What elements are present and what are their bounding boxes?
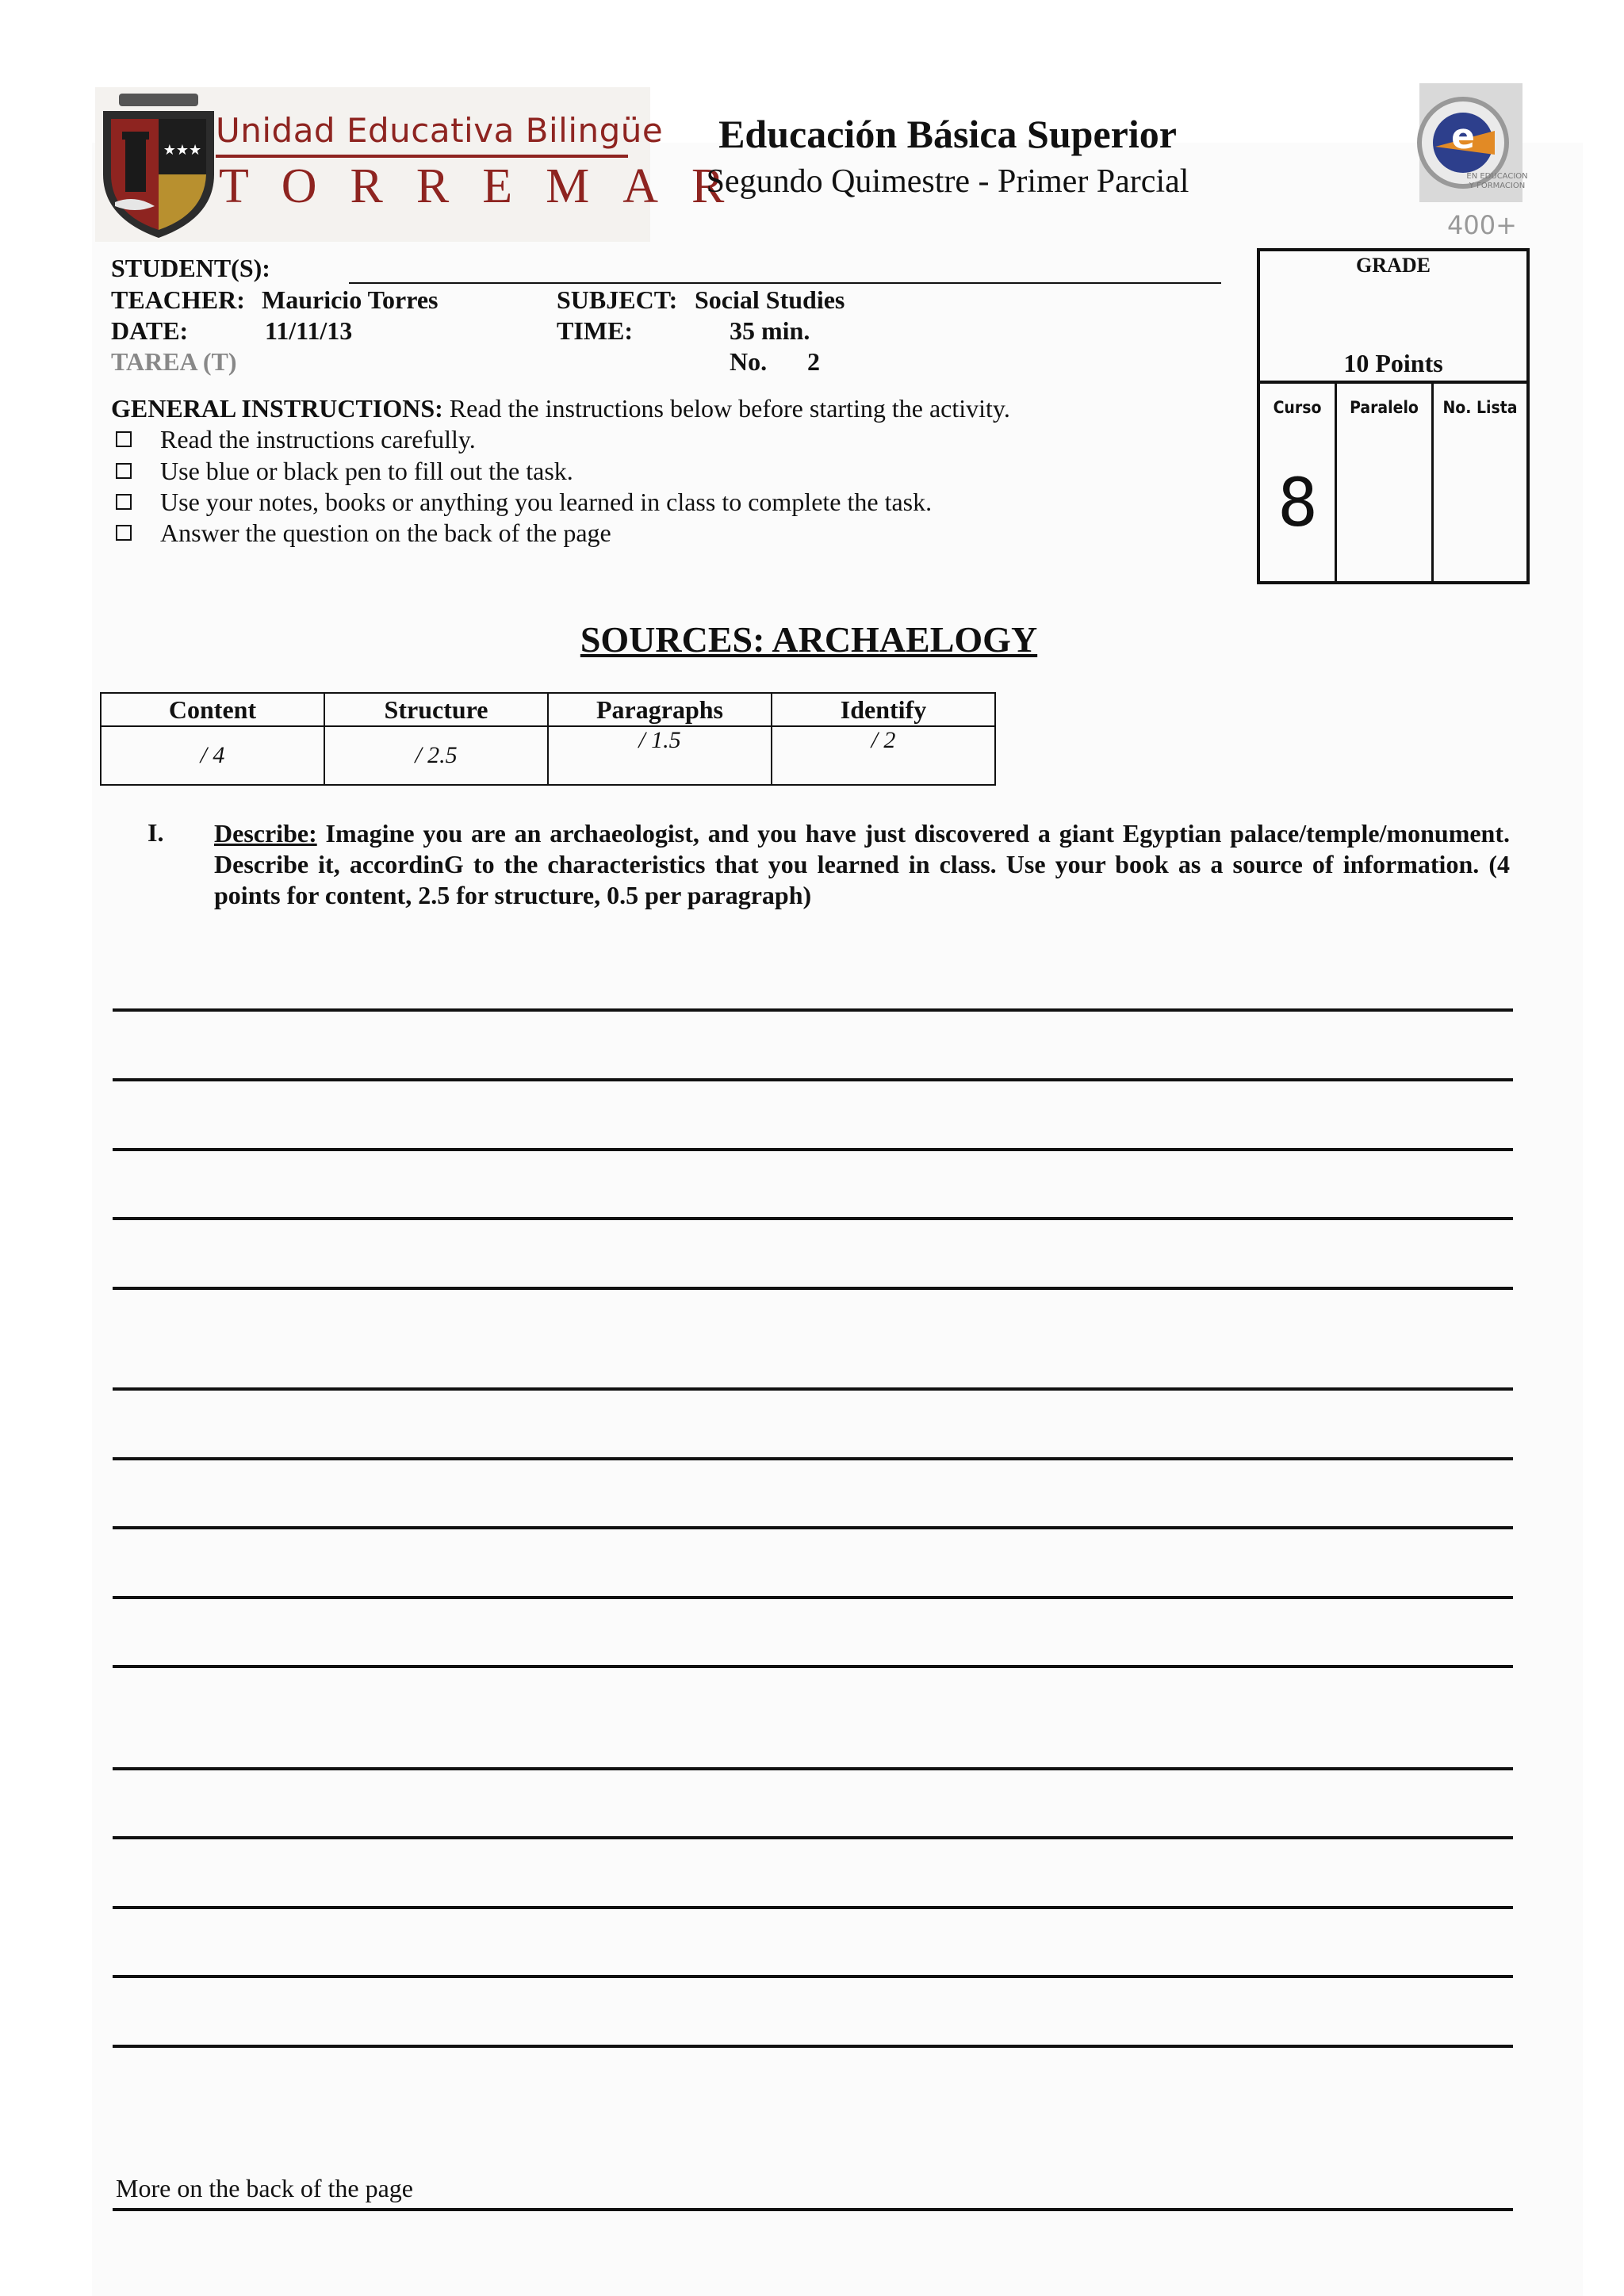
rubric-score-paragraphs[interactable]: / 1.5 <box>548 726 772 785</box>
header-subtitle: Segundo Quimestre - Primer Parcial <box>706 163 1189 200</box>
instructions-intro <box>111 394 1010 423</box>
instruction-checkbox[interactable] <box>116 494 132 510</box>
grade-column-curso: Curso <box>1273 398 1322 417</box>
number-value: 2 <box>807 347 820 376</box>
grade-column-paralelo: Paralelo <box>1350 398 1419 417</box>
instruction-item: Use blue or black pen to fill out the task. <box>160 457 573 485</box>
instruction-checkbox[interactable] <box>116 463 132 479</box>
instructions-heading: GENERAL INSTRUCTIONS: <box>111 394 443 423</box>
rubric-header-content: Content <box>101 693 324 726</box>
answer-line[interactable] <box>113 1665 1513 1668</box>
instructions-intro-text: Read the instructions below before starting the activity. <box>449 394 1010 423</box>
question-body: Imagine you are an archaeologist, and you have just discovered a giant Egyptian palace/temple/monument. Describe it, accordinG to the characteristics that you learned in class. Use your book as a source of information. (4 points for content, 2.5 for structure, 0.5 per paragraph) <box>214 819 1511 909</box>
answer-line[interactable] <box>113 1148 1513 1151</box>
rubric-header-paragraphs: Paragraphs <box>548 693 772 726</box>
teacher-label: TEACHER: <box>111 285 245 314</box>
school-name-underline <box>216 155 628 158</box>
answer-line[interactable] <box>113 1217 1513 1220</box>
grade-divider <box>1257 381 1530 384</box>
answer-line[interactable] <box>113 2045 1513 2048</box>
answer-line[interactable] <box>113 1975 1513 1978</box>
answer-line[interactable] <box>113 1387 1513 1391</box>
answer-line[interactable] <box>113 1287 1513 1290</box>
student-name-field[interactable] <box>349 282 1221 284</box>
question-number: I. <box>147 818 164 847</box>
answer-line[interactable] <box>113 1906 1513 1909</box>
instruction-item: Answer the question on the back of the page <box>160 519 611 547</box>
rubric-score-content[interactable]: / 4 <box>101 726 324 785</box>
teacher-value: Mauricio Torres <box>262 285 439 314</box>
date-value: 11/11/13 <box>265 316 353 345</box>
instruction-item: Use your notes, books or anything you learned in class to complete the task. <box>160 488 933 516</box>
date-label: DATE: <box>111 316 189 345</box>
grade-column-no-lista: No. Lista <box>1442 398 1518 417</box>
grade-title: GRADE <box>1356 254 1431 277</box>
answer-line[interactable] <box>113 1008 1513 1012</box>
answer-line[interactable] <box>113 1078 1513 1081</box>
curso-value: 8 <box>1277 464 1318 541</box>
svg-text:Y FORMACION: Y FORMACION <box>1469 182 1526 190</box>
instruction-checkbox[interactable] <box>116 525 132 541</box>
answer-line[interactable] <box>113 2208 1513 2211</box>
tarea-label: TAREA (T) <box>111 347 237 376</box>
svg-text:e: e <box>1451 117 1475 157</box>
grade-points: 10 Points <box>1343 349 1443 377</box>
footer-note: More on the back of the page <box>116 2174 413 2202</box>
rubric-header-identify: Identify <box>772 693 995 726</box>
answer-line[interactable] <box>113 1596 1513 1599</box>
time-label: TIME: <box>557 316 633 345</box>
section-title: SOURCES: ARCHAELOGY <box>580 619 1038 660</box>
time-value: 35 min. <box>730 316 810 345</box>
svg-text:EN EDUCACION: EN EDUCACION <box>1466 172 1528 181</box>
answer-line[interactable] <box>113 1457 1513 1460</box>
answer-line[interactable] <box>113 1767 1513 1770</box>
school-name: Unidad Educativa Bilingüe <box>216 111 664 150</box>
instruction-item: Read the instructions carefully. <box>160 425 476 453</box>
header-title: Educación Básica Superior <box>718 112 1177 156</box>
school-crest-icon <box>95 87 222 242</box>
rubric-score-identify[interactable]: / 2 <box>772 726 995 785</box>
number-label: No. <box>730 347 768 376</box>
subject-label: SUBJECT: <box>557 285 678 314</box>
rubric-header-structure: Structure <box>324 693 548 726</box>
accreditation-text: 400+ <box>1447 210 1517 240</box>
student-label: STUDENT(S): <box>111 254 270 282</box>
subject-value: Social Studies <box>695 285 845 314</box>
rubric-score-structure[interactable]: / 2.5 <box>324 726 548 785</box>
accreditation-badge <box>1404 83 1530 242</box>
rubric-table <box>100 692 996 786</box>
svg-text:★★★: ★★★ <box>163 142 202 159</box>
school-brand: TORREMAR <box>219 159 758 213</box>
answer-line[interactable] <box>113 1526 1513 1529</box>
answer-line[interactable] <box>113 1836 1513 1839</box>
question-text <box>214 818 1510 911</box>
question-label: Describe: <box>214 819 317 848</box>
instruction-checkbox[interactable] <box>116 431 132 447</box>
